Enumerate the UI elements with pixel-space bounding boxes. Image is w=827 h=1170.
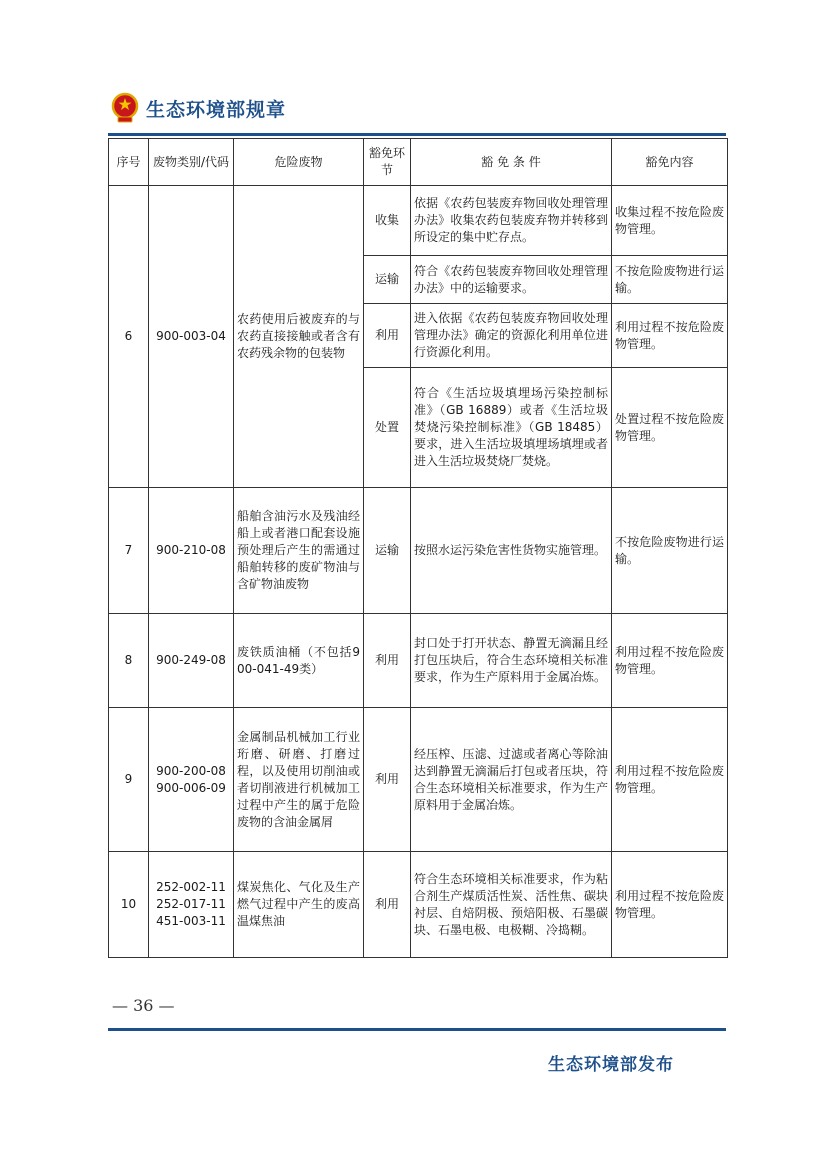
row-content: 收集过程不按危险废物管理。: [612, 186, 728, 256]
table-header-row: [109, 139, 728, 186]
row-code: 900-210-08: [149, 488, 234, 614]
col-header-stage: 豁免环节: [364, 139, 411, 186]
row-waste: 船舶含油污水及残油经船上或者港口配套设施预处理后产生的需通过船舶转移的废矿物油与含矿物油废物: [234, 488, 364, 614]
col-header-waste: 危险废物: [234, 139, 364, 186]
row-content: 利用过程不按危险废物管理。: [612, 304, 728, 368]
row-content: 利用过程不按危险废物管理。: [612, 852, 728, 958]
footer-rule: [108, 1028, 726, 1031]
col-header-code: 废物类别/代码: [149, 139, 234, 186]
row-stage: 利用: [364, 614, 411, 708]
header-rule: [108, 133, 726, 136]
header-title: 生态环境部规章: [146, 98, 287, 121]
row-condition: 进入依据《农药包装废弃物回收处理管理办法》确定的资源化利用单位进行资源化利用。: [411, 304, 612, 368]
row-stage: 利用: [364, 304, 411, 368]
row-condition: 符合生态环境相关标准要求，作为粘合剂生产煤质活性炭、活性焦、碳块衬层、自焙阴极、预焙阳极、石墨碳块、石墨电极、电极糊、冷捣糊。: [411, 852, 612, 958]
row-condition: 符合《生活垃圾填埋场污染控制标准》（GB 16889）或者《生活垃圾焚烧污染控制标准》（GB 18485）要求，进入生活垃圾填埋场填埋或者进入生活垃圾焚烧厂焚烧。: [411, 368, 612, 488]
col-header-no: 序号: [109, 139, 149, 186]
col-header-content: 豁免内容: [612, 139, 728, 186]
row-condition: 符合《农药包装废弃物回收处理管理办法》中的运输要求。: [411, 256, 612, 304]
row-waste: 煤炭焦化、气化及生产燃气过程中产生的废高温煤焦油: [234, 852, 364, 958]
row-content: 利用过程不按危险废物管理。: [612, 614, 728, 708]
row-no: 9: [109, 708, 149, 852]
table-row: [109, 614, 728, 708]
row-no: 10: [109, 852, 149, 958]
row-code: 900-003-04: [149, 186, 234, 488]
row-no: 6: [109, 186, 149, 488]
row-no: 7: [109, 488, 149, 614]
row-condition: 按照水运污染危害性货物实施管理。: [411, 488, 612, 614]
row-stage: 处置: [364, 368, 411, 488]
row-stage: 运输: [364, 256, 411, 304]
table-row: [109, 488, 728, 614]
page-number: — 36 —: [112, 996, 175, 1015]
row-stage: 利用: [364, 708, 411, 852]
page-header: [110, 88, 286, 128]
row-code: 252-002-11 252-017-11 451-003-11: [149, 852, 234, 958]
row-waste: 农药使用后被废弃的与农药直接接触或者含有农药残余物的包装物: [234, 186, 364, 488]
national-emblem-icon: [110, 92, 140, 124]
row-content: 处置过程不按危险废物管理。: [612, 368, 728, 488]
row-condition: 依据《农药包装废弃物回收处理管理办法》收集农药包装废弃物并转移到所设定的集中贮存点。: [411, 186, 612, 256]
table-row: [109, 852, 728, 958]
col-header-condition: 豁 免 条 件: [411, 139, 612, 186]
page-number-value: 36: [133, 996, 154, 1015]
row-waste: 金属制品机械加工行业珩磨、研磨、打磨过程，以及使用切削油或者切削液进行机械加工过程中产生的属于危险废物的含油金属屑: [234, 708, 364, 852]
row-content: 利用过程不按危险废物管理。: [612, 708, 728, 852]
exemption-table: [108, 138, 728, 958]
row-no: 8: [109, 614, 149, 708]
row-waste: 废铁质油桶（不包括900-041-49类）: [234, 614, 364, 708]
row-stage: 利用: [364, 852, 411, 958]
row-condition: 经压榨、压滤、过滤或者离心等除油达到静置无滴漏后打包或者压块，符合生态环境相关标准要求，作为生产原料用于金属冶炼。: [411, 708, 612, 852]
row-content: 不按危险废物进行运输。: [612, 488, 728, 614]
table-row: [109, 708, 728, 852]
footer-publisher: 生态环境部发布: [548, 1055, 674, 1075]
row-content: 不按危险废物进行运输。: [612, 256, 728, 304]
row-code: 900-249-08: [149, 614, 234, 708]
row-stage: 收集: [364, 186, 411, 256]
table-row: [109, 186, 728, 256]
row-code: 900-200-08 900-006-09: [149, 708, 234, 852]
row-condition: 封口处于打开状态、静置无滴漏且经打包压块后，符合生态环境相关标准要求，作为生产原料用于金属冶炼。: [411, 614, 612, 708]
row-stage: 运输: [364, 488, 411, 614]
